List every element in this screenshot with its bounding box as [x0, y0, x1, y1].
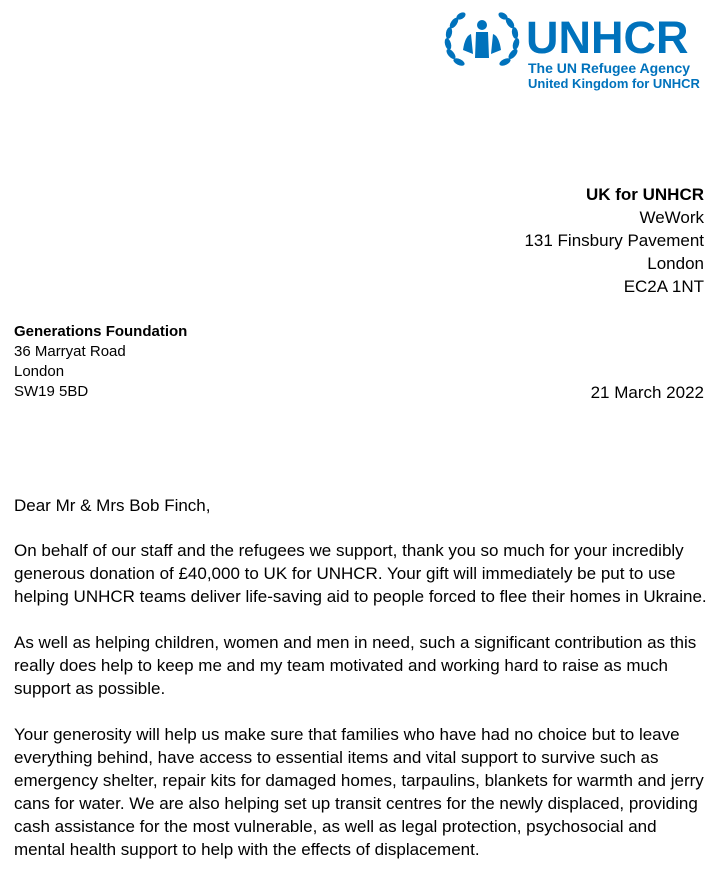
sender-line: London — [647, 254, 704, 273]
unhcr-emblem-icon — [443, 10, 521, 72]
sender-address — [524, 183, 704, 298]
logo-wordmark: UNHCR — [526, 12, 689, 63]
letter-body — [14, 494, 712, 884]
paragraph: On behalf of our staff and the refugees we support, thank you so much for your incredibly generous donation of £40,000 to UK for UNHCR. Your gift will immediately be put to use helping UNHCR teams deliver life-saving aid to people forced to flee their homes in Ukraine. — [14, 541, 707, 606]
unhcr-logo — [443, 10, 708, 92]
paragraph: Your generosity will help us make sure that families who have had no choice but to leave everything behind, have access to essential items and vital support to survive such as emergency shelter, repair kits for damaged homes, tarpaulins, blankets for warmth and jerry cans for water. We are also helping set up transit centres for the newly displaced, providing cash assistance for the most vulnerable, as well as legal protection, psychosocial and mental health support to help with the effects of displacement. — [14, 725, 704, 859]
salutation: Dear Mr & Mrs Bob Finch, — [14, 496, 211, 515]
letter-date: 21 March 2022 — [590, 383, 704, 402]
paragraph: As well as helping children, women and men in need, such a significant contribution as this really does help to keep me and my team motivated and working hard to raise as much support as possible. — [14, 633, 697, 698]
logo-tagline: The UN Refugee Agency — [528, 60, 691, 76]
recipient-line: SW19 5BD — [14, 383, 89, 400]
recipient-name: Generations Foundation — [14, 323, 188, 340]
sender-name: UK for UNHCR — [585, 185, 704, 204]
recipient-line: London — [14, 363, 65, 380]
sender-line: EC2A 1NT — [623, 277, 704, 296]
logo-subtitle: United Kingdom for UNHCR — [528, 76, 700, 91]
sender-line: 131 Finsbury Pavement — [524, 231, 704, 250]
recipient-address — [14, 322, 187, 402]
recipient-line: 36 Marryat Road — [14, 343, 126, 360]
sender-line: WeWork — [639, 208, 704, 227]
